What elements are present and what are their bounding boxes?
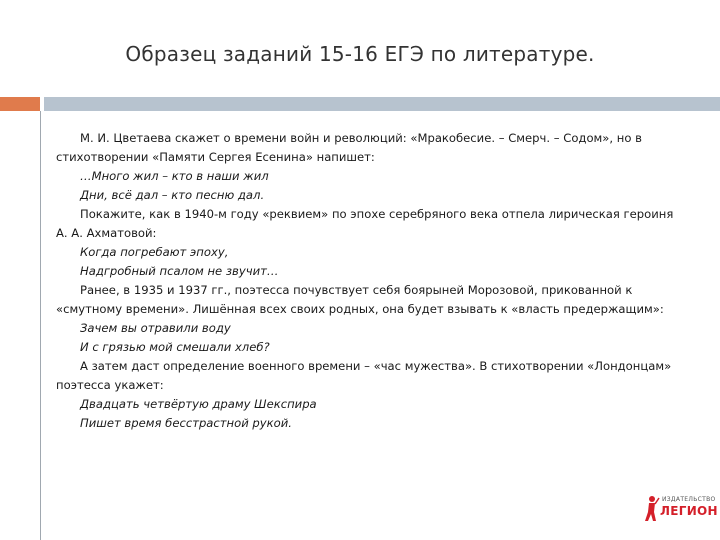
verse-line: И с грязью мой смешали хлеб? xyxy=(80,340,270,354)
publisher-logo xyxy=(640,494,718,522)
verse-line: Когда погребают эпоху, xyxy=(80,245,229,259)
verse-line: …Много жил – кто в наши жил xyxy=(80,169,269,183)
verse-line: Надгробный псалом не звучит… xyxy=(80,264,279,278)
body-text xyxy=(56,129,684,433)
accent-bar-gray xyxy=(44,97,720,111)
verse-line: Зачем вы отравили воду xyxy=(80,321,231,335)
verse-line: Дни, всё дал – кто песню дал. xyxy=(80,188,265,202)
verse-line: Двадцать четвёртую драму Шекспира xyxy=(80,397,317,411)
verse-line: Пишет время бесстрастной рукой. xyxy=(80,416,292,430)
paragraph: М. И. Цветаева скажет о времени войн и революций: «Мракобесие. – Смерч. – Содом», но в стихотворении «Памяти Сергея Есенина» напишет: xyxy=(56,131,642,164)
paragraph: Покажите, как в 1940-м году «реквием» по эпохе серебряного века отпела лирическая героиня А. А. Ахматовой: xyxy=(56,207,674,240)
logo-wordmark: ЛЕГИОН xyxy=(660,504,718,518)
divider-vertical xyxy=(40,111,41,540)
accent-bar-orange xyxy=(0,97,40,111)
legion-figure-icon xyxy=(640,494,660,522)
logo-caption: ИЗДАТЕЛЬСТВО xyxy=(662,496,716,503)
slide-title: Образец заданий 15-16 ЕГЭ по литературе. xyxy=(125,42,595,66)
paragraph: А затем даст определение военного времени – «час мужества». В стихотворении «Лондонцам» поэтесса укажет: xyxy=(56,359,672,392)
paragraph: Ранее, в 1935 и 1937 гг., поэтесса почувствует себя боярыней Морозовой, прикованной к «смутному времени». Лишённая всех своих родных, она будет взывать к «власть предержащим»: xyxy=(56,283,664,316)
